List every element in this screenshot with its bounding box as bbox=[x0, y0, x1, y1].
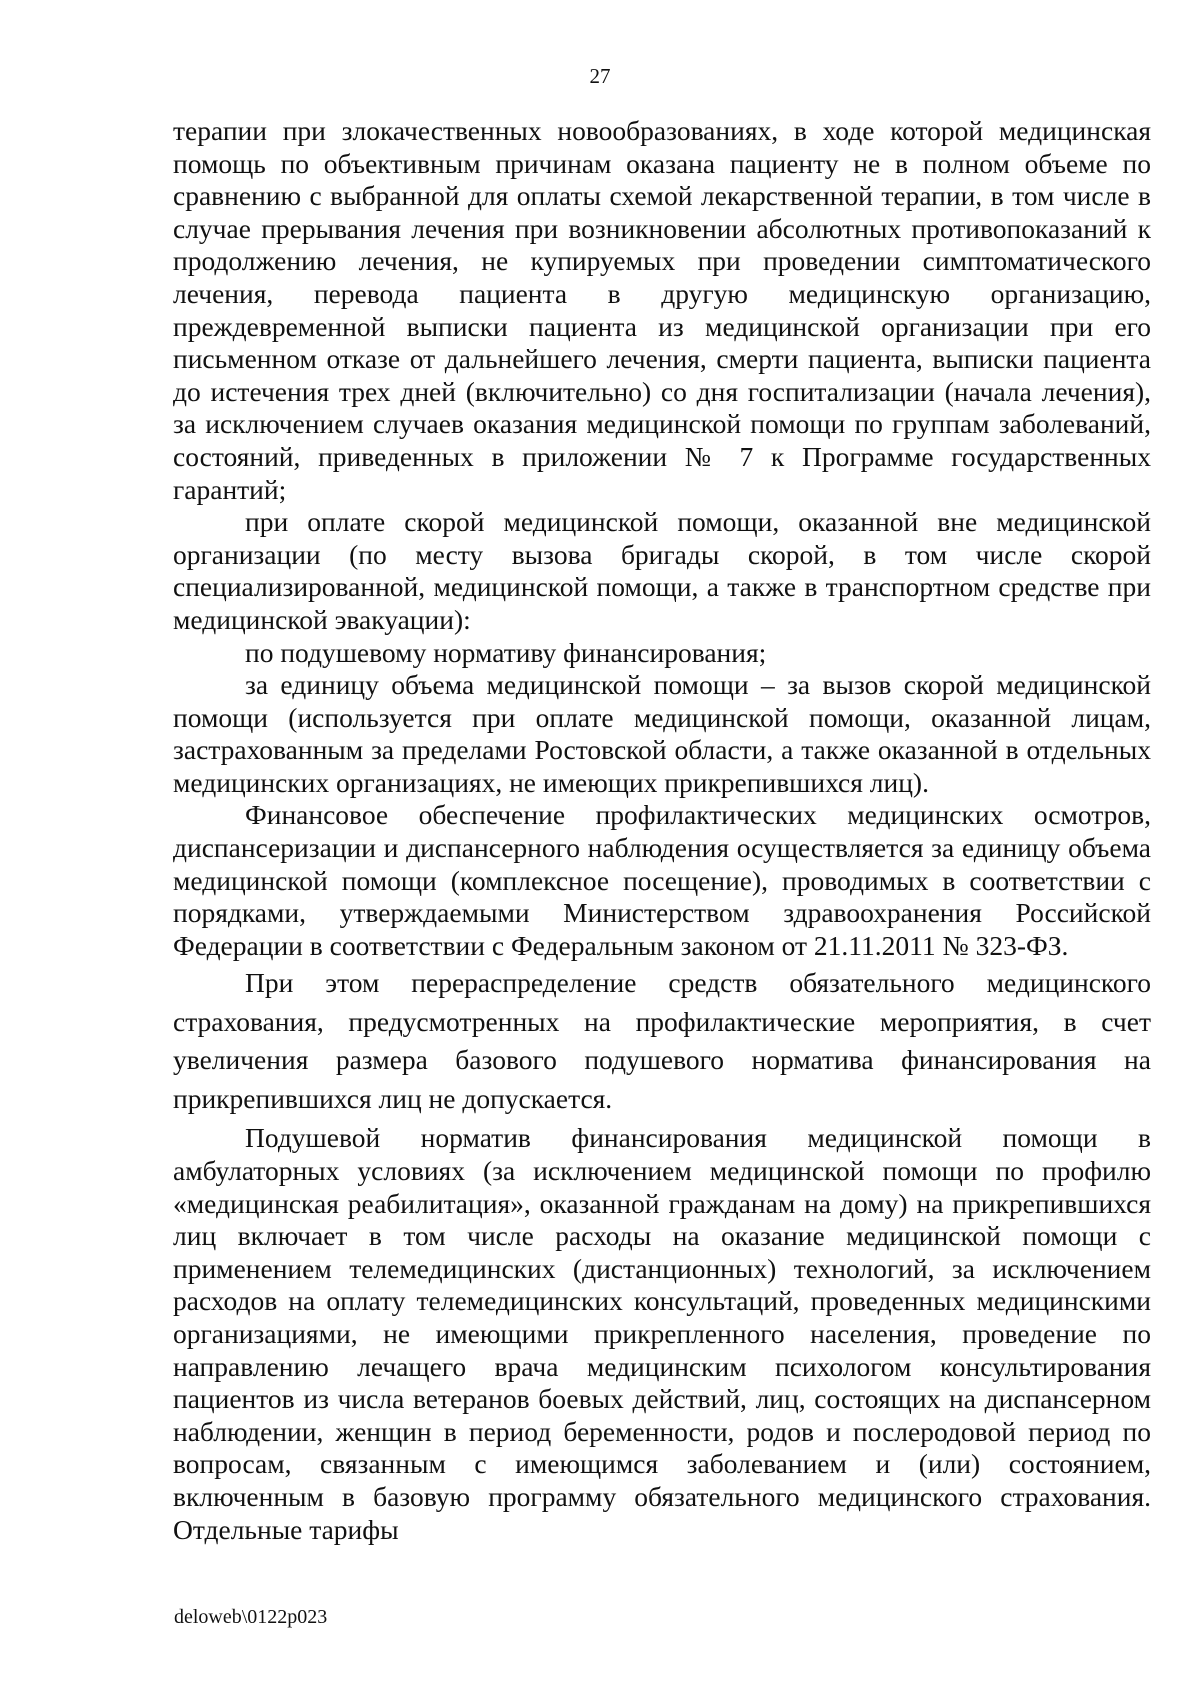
document-code: deloweb\0122p023 bbox=[174, 1606, 328, 1628]
paragraph-per-capita: по подушевому нормативу финансирования; bbox=[245, 636, 767, 668]
paragraph-ambulance-payment: при оплате скорой медицинской помощи, оказанной вне медицинской организации (по месту вызова бригады скорой, в том числе скорой специализированной, медицинской помощи, а также в транспортном средстве при медицинской эвакуации): bbox=[173, 506, 1151, 635]
paragraph-per-call: за единицу объема медицинской помощи – за вызов скорой медицинской помощи (используется при оплате медицинской помощи, оказанной лицам, застрахованным за пределами Ростовской области, а также оказанной в отдельных медицинских организациях, не имеющих прикрепившихся лиц). bbox=[173, 669, 1151, 798]
paragraph-continuation: терапии при злокачественных новообразованиях, в ходе которой медицинская помощь по объективным причинам оказана пациенту не в полном объеме по сравнению с выбранной для оплаты схемой лекарственной терапии, в том числе в случае прерывания лечения при возникновении абсолютных противопоказаний к продолжению лечения, не купируемых при проведении симптоматического лечения, перевода пациента в другую медицинскую организацию, преждевременной выписки пациента из медицинской организации при его письменном отказе от дальнейшего лечения, смерти пациента, выписки пациента до истечения трех дней (включительно) со дня госпитализации (начала лечения), за исключением случаев оказания медицинской помощи по группам заболеваний, состояний, приведенных в приложении № 7 к Программе государственных гарантий; bbox=[173, 115, 1151, 505]
paragraph-preventive-funding: Финансовое обеспечение профилактических медицинских осмотров, диспансеризации и диспансерного наблюдения осуществляется за единицу объема медицинской помощи (комплексное посещение), проводимых в соответствии с порядками, утверждаемыми Министерством здравоохранения Российской Федерации в соответствии с Федеральным законом от 21.11.2011 № 323-ФЗ. bbox=[173, 799, 1151, 961]
paragraph-per-capita-norm: Подушевой норматив финансирования медицинской помощи в амбулаторных условиях (за исключением медицинской помощи по профилю «медицинская реабилитация», оказанной гражданам на дому) на прикрепившихся лиц включает в том числе расходы на оказание медицинской помощи с применением телемедицинских (дистанционных) технологий, за исключением расходов на оплату телемедицинских консультаций, проведенных медицинскими организациями, не имеющими прикрепленного населения, проведение по направлению лечащего врача медицинским психологом консультирования пациентов из числа ветеранов боевых действий, лиц, состоящих на диспансерном наблюдении, женщин в период беременности, родов и послеродовой период по вопросам, связанным с имеющимся заболеванием и (или) состоянием, включенным в базовую программу обязательного медицинского страхования. Отдельные тарифы bbox=[173, 1122, 1151, 1545]
document-body bbox=[173, 115, 1151, 1546]
page-number: 27 bbox=[589, 64, 611, 88]
paragraph-redistribution: При этом перераспределение средств обязательного медицинского страхования, предусмотренных на профилактические мероприятия, в счет увеличения размера базового подушевого норматива финансирования на прикрепившихся лиц не допускается. bbox=[173, 967, 1151, 1114]
